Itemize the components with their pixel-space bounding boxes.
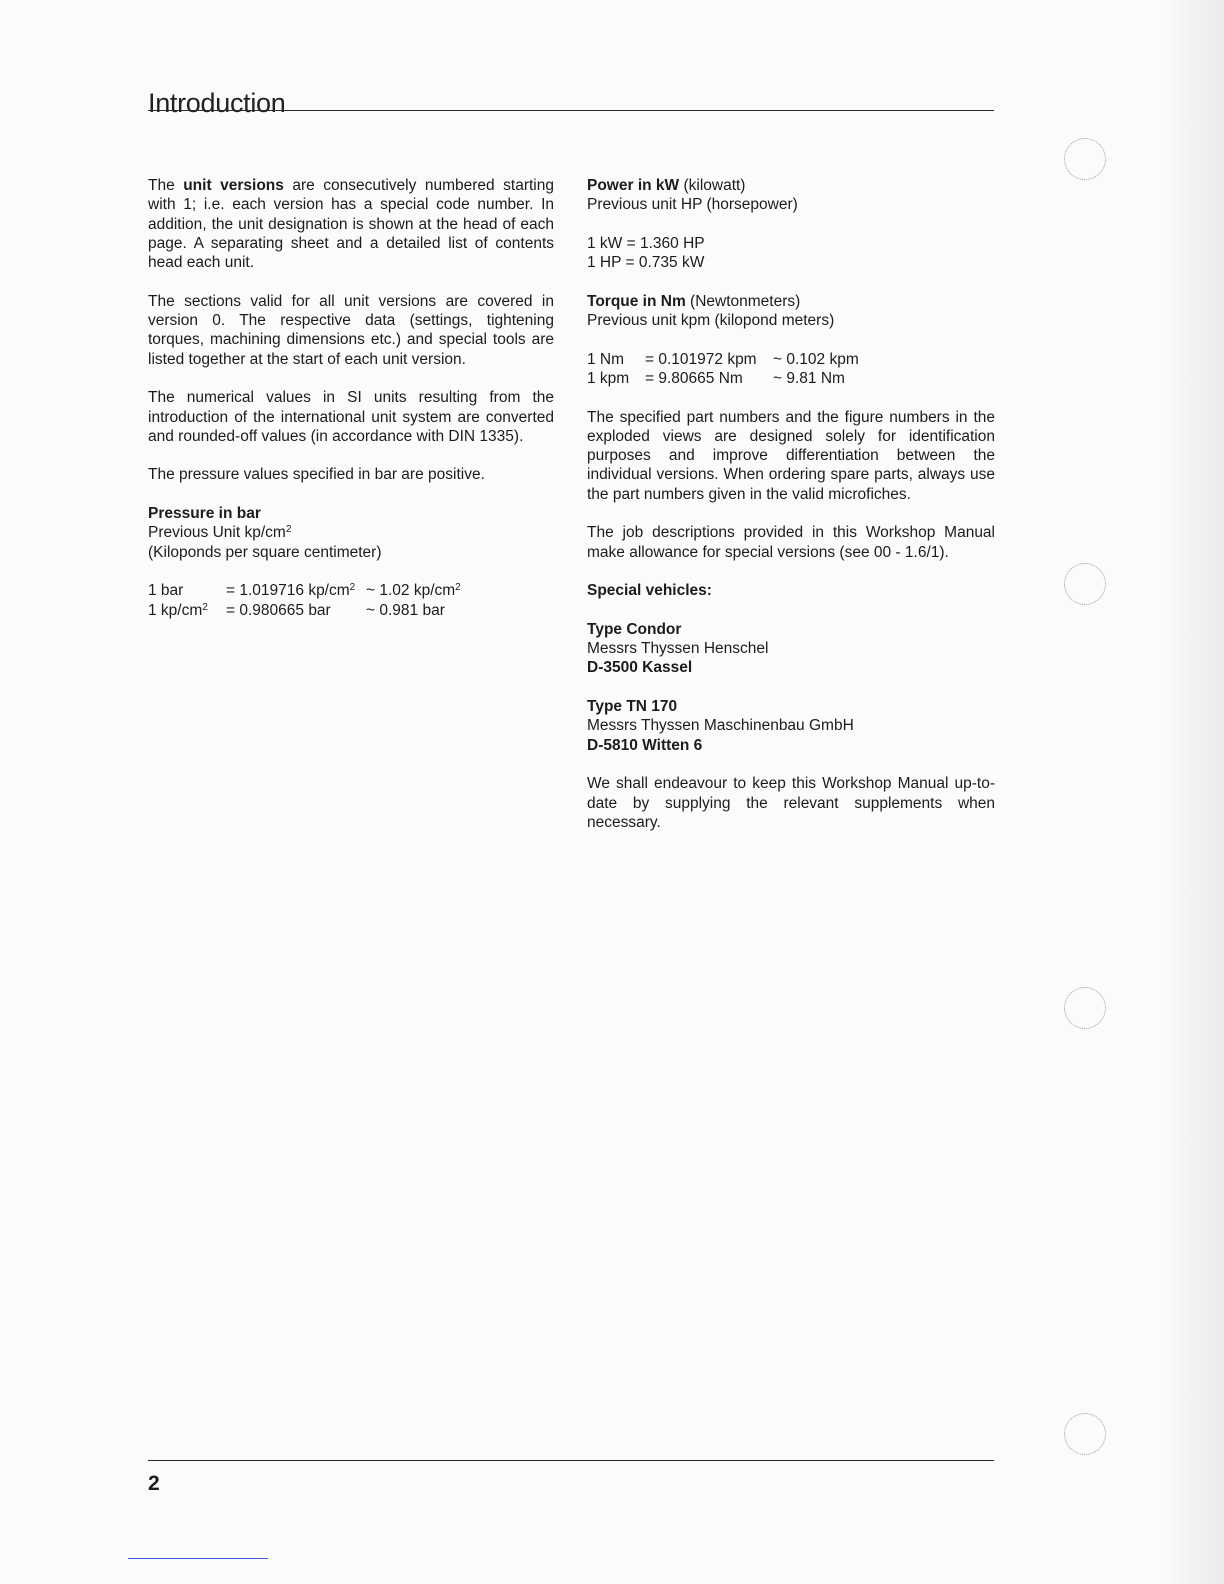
punch-hole	[1064, 1413, 1106, 1455]
torque-previous-unit: Previous unit kpm (kilopond meters)	[587, 312, 835, 330]
punch-hole	[1064, 138, 1106, 180]
part-numbers-paragraph: The specified part numbers and the figure numbers in the exploded views are designed solely for identification purposes and improve differentiation between the individual versions. When ordering spare parts, always use the part numbers given in the valid microfiches.	[587, 408, 995, 503]
page-number: 2	[148, 1472, 160, 1495]
pressure-conversion-row-1: 1 bar = 1.019716 $kp/cm^2$ ~ 1.02 $kp/cm^2$	[148, 582, 461, 600]
punch-hole	[1064, 563, 1106, 605]
pressure-unit-description: (Kiloponds per square centimeter)	[148, 543, 382, 561]
pressure-block	[148, 504, 554, 562]
page-title: Introduction	[148, 88, 286, 119]
torque-conversion-row-1: 1 Nm = 0.101972 kpm ~ 0.102 kpm	[587, 350, 859, 368]
si-units-paragraph: The numerical values in SI units resulting from the introduction of the international unit system are converted and rounded-off values (in accordance with DIN 1335).	[148, 389, 554, 445]
power-block	[587, 176, 995, 215]
left-column	[148, 176, 554, 620]
power-previous-unit: Previous unit HP (horsepower)	[587, 196, 798, 214]
torque-conversion	[587, 350, 995, 389]
footer-rule	[148, 1460, 994, 1461]
unit-versions-paragraph: The unit versions are consecutively numbered starting with 1; i.e. each version has a special code number. In addition, the unit designation is shown at the head of each page. A separating sheet and a detailed list of contents head each unit.	[148, 177, 554, 272]
power-heading: Power in kW (kilowatt)	[587, 177, 746, 194]
torque-conversion-row-2: 1 kpm = 9.80665 Nm ~ 9.81 Nm	[587, 369, 845, 387]
sections-paragraph: The sections valid for all unit versions are covered in version 0. The respective data (settings, tightening torques, machining dimensions etc.) and special tools are listed together at the start of each unit version.	[148, 292, 554, 368]
pressure-conversion-row-2: 1 $kp/cm^2$ = 0.980665 bar ~ 0.981 bar	[148, 601, 445, 619]
special-vehicles-heading: Special vehicles:	[587, 582, 712, 600]
pressure-previous-unit: Previous Unit $kp/cm^2$	[148, 524, 292, 542]
punch-hole	[1064, 987, 1106, 1029]
vehicle-tn170: Type TN 170 Messrs Thyssen Maschinenbau GmbH D-5810 Witten 6	[587, 698, 854, 754]
page-edge-shadow	[1164, 0, 1224, 1584]
pressure-positive-paragraph: The pressure values specified in bar are positive.	[148, 466, 485, 484]
power-conversion: 1 kW = 1.360 HP 1 HP = 0.735 kW	[587, 234, 705, 272]
footer-line	[128, 1558, 268, 1559]
pressure-heading: Pressure in bar	[148, 505, 261, 523]
vehicle-condor: Type Condor Messrs Thyssen Henschel D-3500 Kassel	[587, 620, 769, 677]
update-paragraph: We shall endeavour to keep this Workshop Manual up-to-date by supplying the relevant supplements when necessary.	[587, 775, 995, 831]
right-column	[587, 176, 995, 851]
torque-heading: Torque in Nm (Newtonmeters)	[587, 292, 801, 310]
header-rule	[148, 110, 994, 111]
job-descriptions-paragraph: The job descriptions provided in this Workshop Manual make allowance for special versions (see 00 - 1.6/1).	[587, 524, 995, 561]
torque-block	[587, 292, 995, 331]
